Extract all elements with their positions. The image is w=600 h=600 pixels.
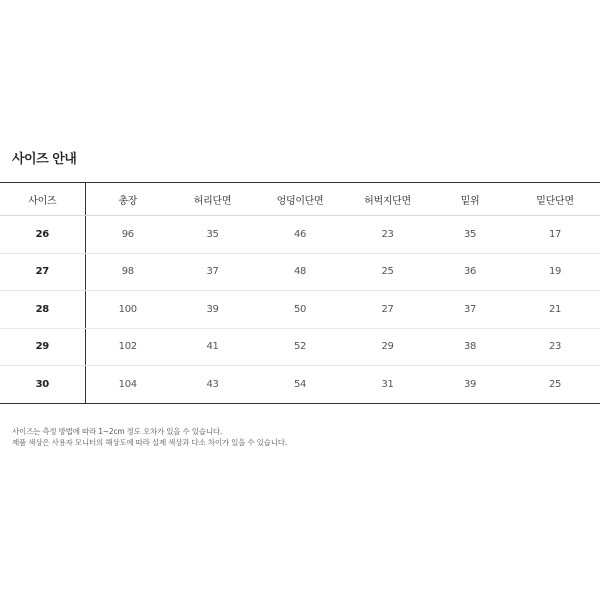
cell-waist: 39 bbox=[170, 291, 255, 329]
cell-waist: 41 bbox=[170, 328, 255, 366]
cell-size: 27 bbox=[0, 253, 85, 291]
table-row bbox=[0, 253, 600, 291]
table-row bbox=[0, 328, 600, 366]
cell-total-length: 102 bbox=[85, 328, 170, 366]
table-row bbox=[0, 366, 600, 404]
cell-thigh: 23 bbox=[345, 216, 430, 254]
header-hem: 밑단단면 bbox=[510, 183, 600, 216]
cell-total-length: 96 bbox=[85, 216, 170, 254]
cell-size: 26 bbox=[0, 216, 85, 254]
header-hip: 엉덩이단면 bbox=[255, 183, 345, 216]
cell-thigh: 27 bbox=[345, 291, 430, 329]
table-row bbox=[0, 216, 600, 254]
header-rise: 밑위 bbox=[430, 183, 510, 216]
cell-waist: 37 bbox=[170, 253, 255, 291]
size-notes bbox=[12, 426, 287, 448]
cell-hem: 21 bbox=[510, 291, 600, 329]
cell-thigh: 31 bbox=[345, 366, 430, 404]
cell-waist: 35 bbox=[170, 216, 255, 254]
cell-hip: 50 bbox=[255, 291, 345, 329]
cell-size: 28 bbox=[0, 291, 85, 329]
cell-size: 29 bbox=[0, 328, 85, 366]
table-header-row bbox=[0, 183, 600, 216]
header-waist: 허리단면 bbox=[170, 183, 255, 216]
cell-rise: 36 bbox=[430, 253, 510, 291]
cell-total-length: 98 bbox=[85, 253, 170, 291]
note-color: 제품 색상은 사용자 모니터의 해상도에 따라 실제 색상과 다소 차이가 있을 수 있습니다. bbox=[12, 438, 287, 447]
cell-waist: 43 bbox=[170, 366, 255, 404]
cell-hem: 23 bbox=[510, 328, 600, 366]
header-thigh: 허벅지단면 bbox=[345, 183, 430, 216]
cell-hem: 19 bbox=[510, 253, 600, 291]
cell-hip: 48 bbox=[255, 253, 345, 291]
header-size: 사이즈 bbox=[0, 183, 85, 216]
cell-rise: 37 bbox=[430, 291, 510, 329]
cell-hip: 52 bbox=[255, 328, 345, 366]
cell-rise: 39 bbox=[430, 366, 510, 404]
size-table bbox=[0, 182, 600, 404]
cell-size: 30 bbox=[0, 366, 85, 404]
cell-hem: 17 bbox=[510, 216, 600, 254]
cell-thigh: 29 bbox=[345, 328, 430, 366]
table-row bbox=[0, 291, 600, 329]
cell-hip: 46 bbox=[255, 216, 345, 254]
cell-thigh: 25 bbox=[345, 253, 430, 291]
cell-hem: 25 bbox=[510, 366, 600, 404]
note-measurement: 사이즈는 측정 방법에 따라 1~2cm 정도 오차가 있을 수 있습니다. bbox=[12, 427, 223, 436]
cell-total-length: 100 bbox=[85, 291, 170, 329]
cell-rise: 35 bbox=[430, 216, 510, 254]
header-total-length: 총장 bbox=[85, 183, 170, 216]
cell-total-length: 104 bbox=[85, 366, 170, 404]
cell-hip: 54 bbox=[255, 366, 345, 404]
page-title: 사이즈 안내 bbox=[12, 152, 77, 167]
cell-rise: 38 bbox=[430, 328, 510, 366]
